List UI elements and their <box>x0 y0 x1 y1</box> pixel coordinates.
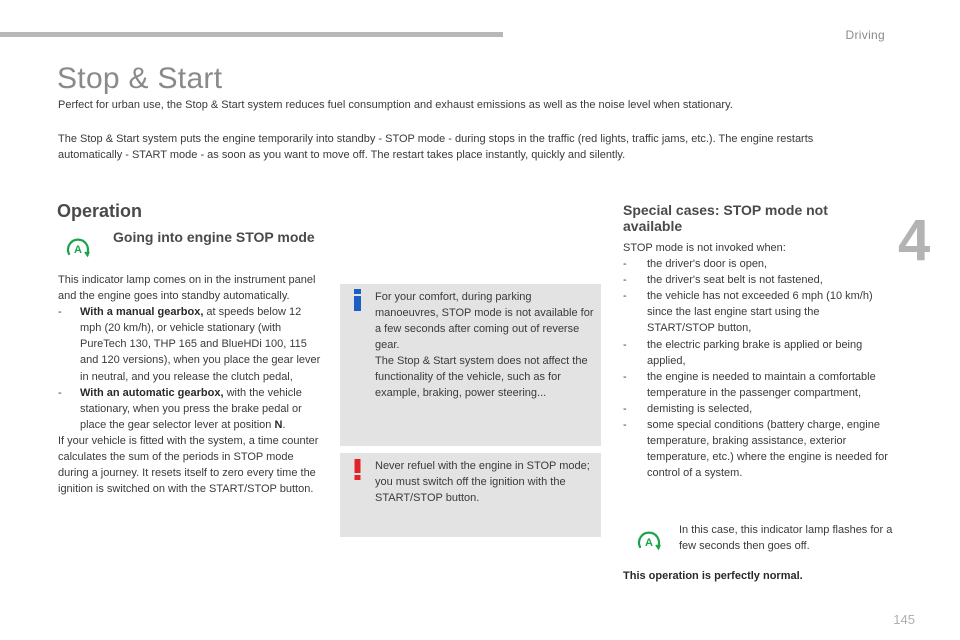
automatic-gearbox-label: With an automatic gearbox, <box>80 386 224 399</box>
normal-operation-note: This operation is perfectly normal. <box>623 570 803 582</box>
list-item-end: . <box>282 418 286 431</box>
operation-heading: Operation <box>57 201 143 221</box>
list-dash: - <box>58 386 62 399</box>
section-label: Driving <box>845 28 885 42</box>
special-case-text: the driver's door is open, <box>647 258 768 271</box>
list-item <box>623 369 888 401</box>
neutral-position-label: N <box>274 418 283 431</box>
svg-text:A: A <box>74 244 82 256</box>
list-item <box>623 288 888 336</box>
page-number: 145 <box>893 612 915 627</box>
automatic-gearbox-text: with the vehicle stationary, when you press the brake pedal or place the gear selector lever at position <box>80 386 302 431</box>
operation-body <box>58 272 323 497</box>
chapter-number: 4 <box>898 208 931 273</box>
special-case-text: demisting is selected, <box>647 402 753 415</box>
list-dash: - <box>58 306 62 319</box>
auto-stop-a-icon <box>66 237 90 259</box>
info-i-icon <box>352 288 364 312</box>
info-box-line-2: The Stop & Start system does not affect the functionality of the vehicle, such as for example, braking, power steering... <box>375 355 588 399</box>
going-into-stop-heading: Going into engine STOP mode <box>113 229 315 245</box>
manual-gearbox-text: at speeds below 12 mph (20 km/h), or vehicle stationary (with PureTech 130, THP 165 and BlueHDi 100, 115 and 120 versions), when you place the gear lever in neutral, and you release the clutch pedal, <box>80 306 321 383</box>
list-dash: - <box>623 290 627 303</box>
special-case-text: the vehicle has not exceeded 6 mph (10 km/h) since the last engine start using the START/STOP button, <box>647 290 873 335</box>
list-item <box>623 401 888 417</box>
special-case-text: some special conditions (battery charge, engine temperature, braking assistance, exterior temperature, etc.) where the engine is needed for control of a system. <box>647 419 888 480</box>
special-case-text: the engine is needed to maintain a comfortable temperature in the passenger compartment, <box>647 370 876 399</box>
list-item <box>623 417 888 481</box>
warning-box <box>340 453 601 537</box>
warning-exclamation-icon <box>352 457 364 481</box>
page-title: Stop & Start <box>57 62 223 95</box>
special-cases-heading: Special cases: STOP mode not available <box>623 202 828 234</box>
list-dash: - <box>623 419 627 432</box>
special-case-text: the electric parking brake is applied or being applied, <box>647 338 863 367</box>
list-item <box>58 385 323 433</box>
intro-paragraph-1: Perfect for urban use, the Stop & Start system reduces fuel consumption and exhaust emissions as well as the noise level when stationary. <box>58 99 733 111</box>
list-dash: - <box>623 370 627 383</box>
special-case-text: the driver's seat belt is not fastened, <box>647 274 823 287</box>
list-dash: - <box>623 258 627 271</box>
list-item <box>623 256 888 272</box>
list-dash: - <box>623 274 627 287</box>
info-box-line-1: For your comfort, during parking manoeuvres, STOP mode is not available for a few seconds after coming out of reverse gear. <box>375 291 594 351</box>
header-rule <box>0 32 503 37</box>
info-box-text <box>375 289 597 401</box>
info-box <box>340 284 601 446</box>
list-item <box>623 272 888 288</box>
manual-gearbox-label: With a manual gearbox, <box>80 306 204 319</box>
list-dash: - <box>623 338 627 351</box>
list-item <box>623 337 888 369</box>
intro-paragraph-2: The Stop & Start system puts the engine temporarily into standby - STOP mode - during stops in the traffic (red lights, traffic jams, etc.). The engine restarts automatically - START mode - as soon as you want to move off. The restart takes place instantly, quickly and silently. <box>58 133 814 161</box>
svg-text:A: A <box>645 537 653 549</box>
time-counter-note: If your vehicle is fitted with the system, a time counter calculates the sum of the periods in STOP mode during a journey. It resets itself to zero every time the ignition is switched on with the START/STOP button. <box>58 434 319 496</box>
list-dash: - <box>623 402 627 415</box>
special-cases-lead: STOP mode is not invoked when: <box>623 242 786 254</box>
warning-box-text: Never refuel with the engine in STOP mode; you must switch off the ignition with the START/STOP button. <box>375 460 590 504</box>
indicator-flash-note: In this case, this indicator lamp flashes for a few seconds then goes off. <box>679 524 893 552</box>
special-cases-body <box>623 240 888 481</box>
auto-stop-a-icon <box>637 530 661 552</box>
operation-lead: This indicator lamp comes on in the instrument panel and the engine goes into standby automatically. <box>58 274 316 303</box>
list-item <box>58 304 323 384</box>
